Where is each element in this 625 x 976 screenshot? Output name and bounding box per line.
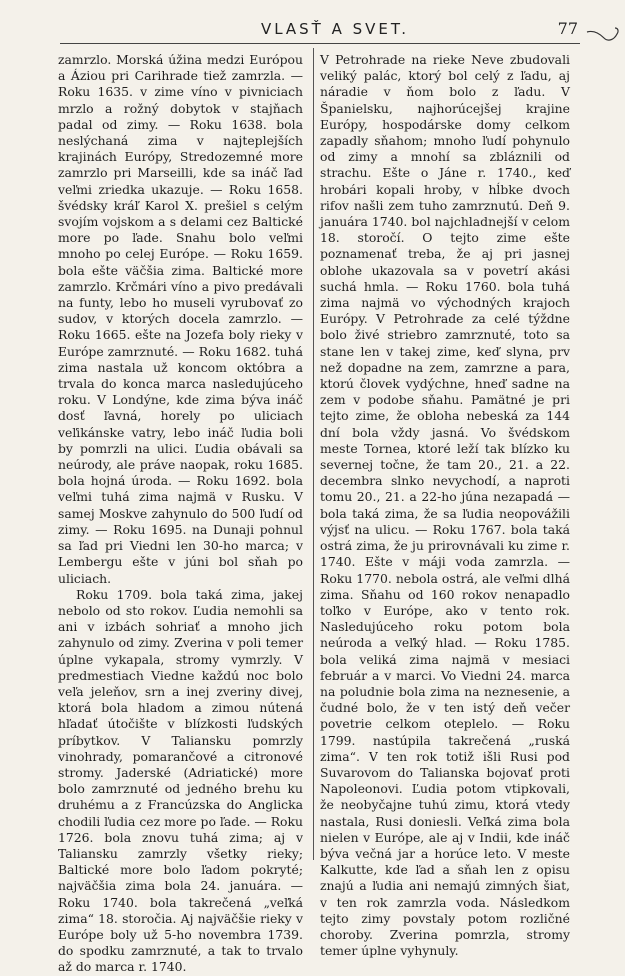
page-header [60,14,578,44]
paragraph: zamrzlo. Morská úžina medzi Európou a Áziou pri Carihrade tiež zamrzla. — Roku 1635. v zime víno v pivniciach mrzlo a rožný dobytok v stajňach padal od zimy. — Roku 1638. bola neslýchaná zima v najteplejších krajinách Európy, Stredozemné more zamrzlo pri Marseilli, kde sa ináč ľad veľmi zriedka ukazuje. — Roku 1658. švédsky kráľ Karol X. prešiel s celým svojím vojskom a s delami cez Baltické more po ľade. Snahu bolo veľmi mnoho po celej Európe. — Roku 1659. bola ešte väčšia zima. Baltické more zamrzlo. Krčmári víno a pivo predávali na funty, lebo ho museli vyrubovať zo sudov, v ktorých docela zamrzlo. — Roku 1665. ešte na Jozefa boly rieky v Európe zamrznuté. — Roku 1682. tuhá zima nastala už koncom októbra a trvala do konca marca nasledujúceho roku. V Londýne, kde zima býva ináč dosť ľavná, horely po uliciach veľikánske vatry, lebo ináč ľudia boli by pomrzli na ulici. Ľudia obávali sa neúrody, ale práve naopak, roku 1685. bola hojná úroda. — Roku 1692. bola veľmi tuhá zima najmä v Rusku. V samej Moskve zahynulo do 500 ľudí od zimy. — Roku 1695. na Dunaji pohnul sa ľad pri Viedni len 30-ho marca; v Lembergu ešte v júni bol sňah po uliciach. [58,52,303,586]
header-rule [60,43,580,44]
running-title: VLASŤ A SVET. [260,20,410,38]
paragraph: V Petrohrade na rieke Neve zbudovali veliký palác, ktorý bol celý z ľadu, aj náradie v ňom bolo z ľadu. V Španielsku, najhorúcejšej krajine Európy, hospodárske domy celkom zapadly sňahom; mnoho ľudí pohynulo od zimy a mnohí sa zbláznili od strachu. Ešte o Jáne r. 1740., keď hrobári kopali hroby, v hĺbke dvoch rifov našli zem tuho zamrznutú. Deň 9. januára 1740. bol najchladnejší v celom 18. storočí. O tejto zime ešte poznamenať treba, že aj pri jasnej oblohe ukazovala sa v povetrí akási suchá hmla. — Roku 1760. bola tuhá zima najmä vo východných krajoch Európy. V Petrohrade za celé týždne bolo živé striebro zamrznuté, toto sa stane len v takej zime, keď slyna, prv než dopadne na zem, zamrzne a para, ktorú človek vydýchne, hneď sadne na zem v podobe sňahu. Pamätné je pri tejto zime, že obloha nebeská za 144 dní bola vždy jasná. Vo švédskom meste Tornea, ktoré leží tak blízko ku severnej točne, že tam 20., 21. a 22. decembra slnko nevychodí, a naproti tomu 20., 21. a 22-ho júna nezapadá — bola taká zima, že sa ľudia neopovážili výjsť na ulicu. — Roku 1767. bola taká ostrá zima, že ju prirovnávali ku zime r. 1740. Ešte v máji voda zamrzla. — Roku 1770. nebola ostrá, ale veľmi dlhá zima. Sňahu od 160 rokov nenapadlo toľko v Európe, ako v tento rok. Nasledujúceho roku potom bola neúroda a veľký hlad. — Roku 1785. bola veliká zima najmä v mesiaci február a v marci. Vo Viedni 24. marca na poludnie bola zima na neznesenie, a čudné bolo, že v ten istý deň večer povetrie celkom oteplelo. — Roku 1799. nastúpila takrečená „ruská zima“. V ten rok totiž išli Rusi pod Suvarovom do Talianska bojovať proti Napoleonovi. Ľudia potom vtipkovali, že neobyčajne tuhú zimu, ktorá vtedy nastala, Rusi doniesli. Veľká zima bola nielen v Európe, ale aj v Indii, kde ináč býva večná jar a horúce leto. V meste Kalkutte, kde ľad a sňah len z opisu znajú a ľudia ani nemajú zimných šiat, v ten rok zamrzla voda. Následkom tejto zimy povstaly potom rozličné choroby. Zverina pomrzla, stromy temer úplne vyhynuly. [320,52,570,959]
paragraph: Roku 1709. bola taká zima, jakej nebolo od sto rokov. Ľudia nemohli sa ani v izbách sohriať a mnoho jich zahynulo od zimy. Zverina v poli temer úplne vykapala, stromy vymrzly. V predmestiach Viedne každú noc bolo veľa jeleňov, srn a inej zveriny divej, ktorá bola hladom a zimou nútená hľadať útočište v blízkosti ľudských príbytkov. V Taliansku pomrzly vinohrady, pomarančové a citronové stromy. Jaderské (Adriatické) more bolo zamrznuté od jedného brehu ku druhému a z Francúzska do Anglicka chodili ľudia cez more po ľade. — Roku 1726. bola znovu tuhá zima; aj v Taliansku zamrzly všetky rieky; Baltické more bolo ľadom pokryté; najväčšia zima bola 24. januára. — Roku 1740. bola takrečená „veľká zima“ 18. storočia. Aj najväčšie rieky v Európe boly už 5-ho novembra 1739. do spodku zamrznuté, a tak to trvalo až do marca r. 1740. [58,586,303,975]
page-number: 77 [557,19,578,38]
ink-flourish-icon [586,26,620,44]
right-column [320,52,570,959]
left-column [58,52,303,976]
column-divider [313,48,314,860]
